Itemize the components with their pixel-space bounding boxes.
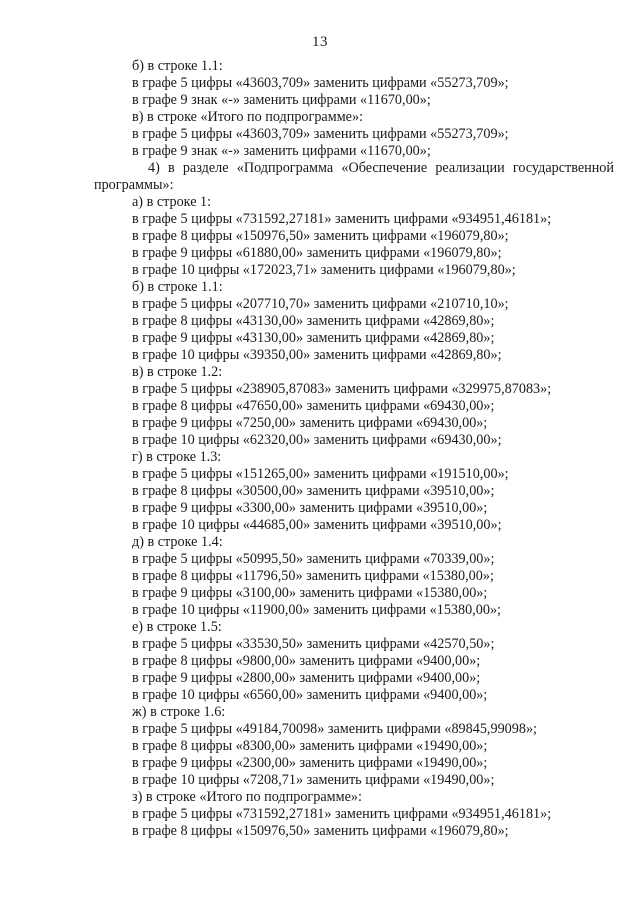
document-line: в графе 8 цифры «47650,00» заменить цифрами «69430,00»; [132,398,495,414]
document-line: в графе 5 цифры «238905,87083» заменить цифрами «329975,87083»; [132,381,552,397]
document-line: з) в строке «Итого по подпрограмме»: [132,789,362,805]
document-line: б) в строке 1.1: [132,58,223,74]
document-line: в графе 5 цифры «43603,709» заменить цифрами «55273,709»; [132,75,509,91]
document-line: в) в строке «Итого по подпрограмме»: [132,109,364,125]
document-line: в графе 8 цифры «150976,50» заменить цифрами «196079,80»; [132,228,509,244]
document-line: в графе 5 цифры «151265,00» заменить цифрами «191510,00»; [132,466,509,482]
document-line: в графе 10 цифры «7208,71» заменить цифрами «19490,00»; [132,772,495,788]
document-line: в графе 10 цифры «6560,00» заменить цифрами «9400,00»; [132,687,488,703]
document-line: в графе 8 цифры «8300,00» заменить цифрами «19490,00»; [132,738,488,754]
document-line: в графе 9 знак «-» заменить цифрами «11670,00»; [132,143,431,159]
document-line: в графе 9 цифры «3100,00» заменить цифрами «15380,00»; [132,585,488,601]
document-line: в графе 9 цифры «61880,00» заменить цифрами «196079,80»; [132,245,502,261]
document-line: б) в строке 1.1: [132,279,223,295]
document-line: в графе 10 цифры «62320,00» заменить цифрами «69430,00»; [132,432,502,448]
document-line: программы»: [94,177,174,193]
document-line: в графе 8 цифры «150976,50» заменить цифрами «196079,80»; [132,823,509,839]
document-line: а) в строке 1: [132,194,212,210]
document-line: в графе 10 цифры «39350,00» заменить цифрами «42869,80»; [132,347,502,363]
document-line: в графе 10 цифры «11900,00» заменить цифрами «15380,00»; [132,602,501,618]
document-line: е) в строке 1.5: [132,619,222,635]
document-line: в графе 9 цифры «3300,00» заменить цифрами «39510,00»; [132,500,488,516]
document-line: в графе 5 цифры «207710,70» заменить цифрами «210710,10»; [132,296,509,312]
document-line: в графе 10 цифры «172023,71» заменить цифрами «196079,80»; [132,262,516,278]
document-line: в графе 5 цифры «33530,50» заменить цифрами «42570,50»; [132,636,495,652]
document-line: в) в строке 1.2: [132,364,223,380]
document-line: в графе 9 цифры «7250,00» заменить цифрами «69430,00»; [132,415,488,431]
document-line: в графе 9 цифры «2800,00» заменить цифрами «9400,00»; [132,670,481,686]
document-line: г) в строке 1.3: [132,449,222,465]
document-line: в графе 9 цифры «43130,00» заменить цифрами «42869,80»; [132,330,495,346]
document-line: в графе 10 цифры «44685,00» заменить цифрами «39510,00»; [132,517,502,533]
document-line: в графе 8 цифры «43130,00» заменить цифрами «42869,80»; [132,313,495,329]
document-line: в графе 5 цифры «49184,70098» заменить цифрами «89845,99098»; [132,721,537,737]
document-line: в графе 8 цифры «9800,00» заменить цифрами «9400,00»; [132,653,481,669]
document-line: в графе 5 цифры «43603,709» заменить цифрами «55273,709»; [132,126,509,142]
document-line: в графе 5 цифры «731592,27181» заменить цифрами «934951,46181»; [132,806,552,822]
document-line: ж) в строке 1.6: [132,704,226,720]
document-line: в графе 8 цифры «30500,00» заменить цифрами «39510,00»; [132,483,495,499]
document-line: в графе 5 цифры «50995,50» заменить цифрами «70339,00»; [132,551,495,567]
document-line: в графе 9 цифры «2300,00» заменить цифрами «19490,00»; [132,755,488,771]
page-number: 13 [312,34,328,50]
document-line: в графе 5 цифры «731592,27181» заменить цифрами «934951,46181»; [132,211,552,227]
document-line: в графе 9 знак «-» заменить цифрами «11670,00»; [132,92,431,108]
paragraph-line: 4) в разделе «Подпрограмма «Обеспечение реализации государственной [148,160,614,176]
document-line: в графе 8 цифры «11796,50» заменить цифрами «15380,00»; [132,568,494,584]
document-line: д) в строке 1.4: [132,534,223,550]
